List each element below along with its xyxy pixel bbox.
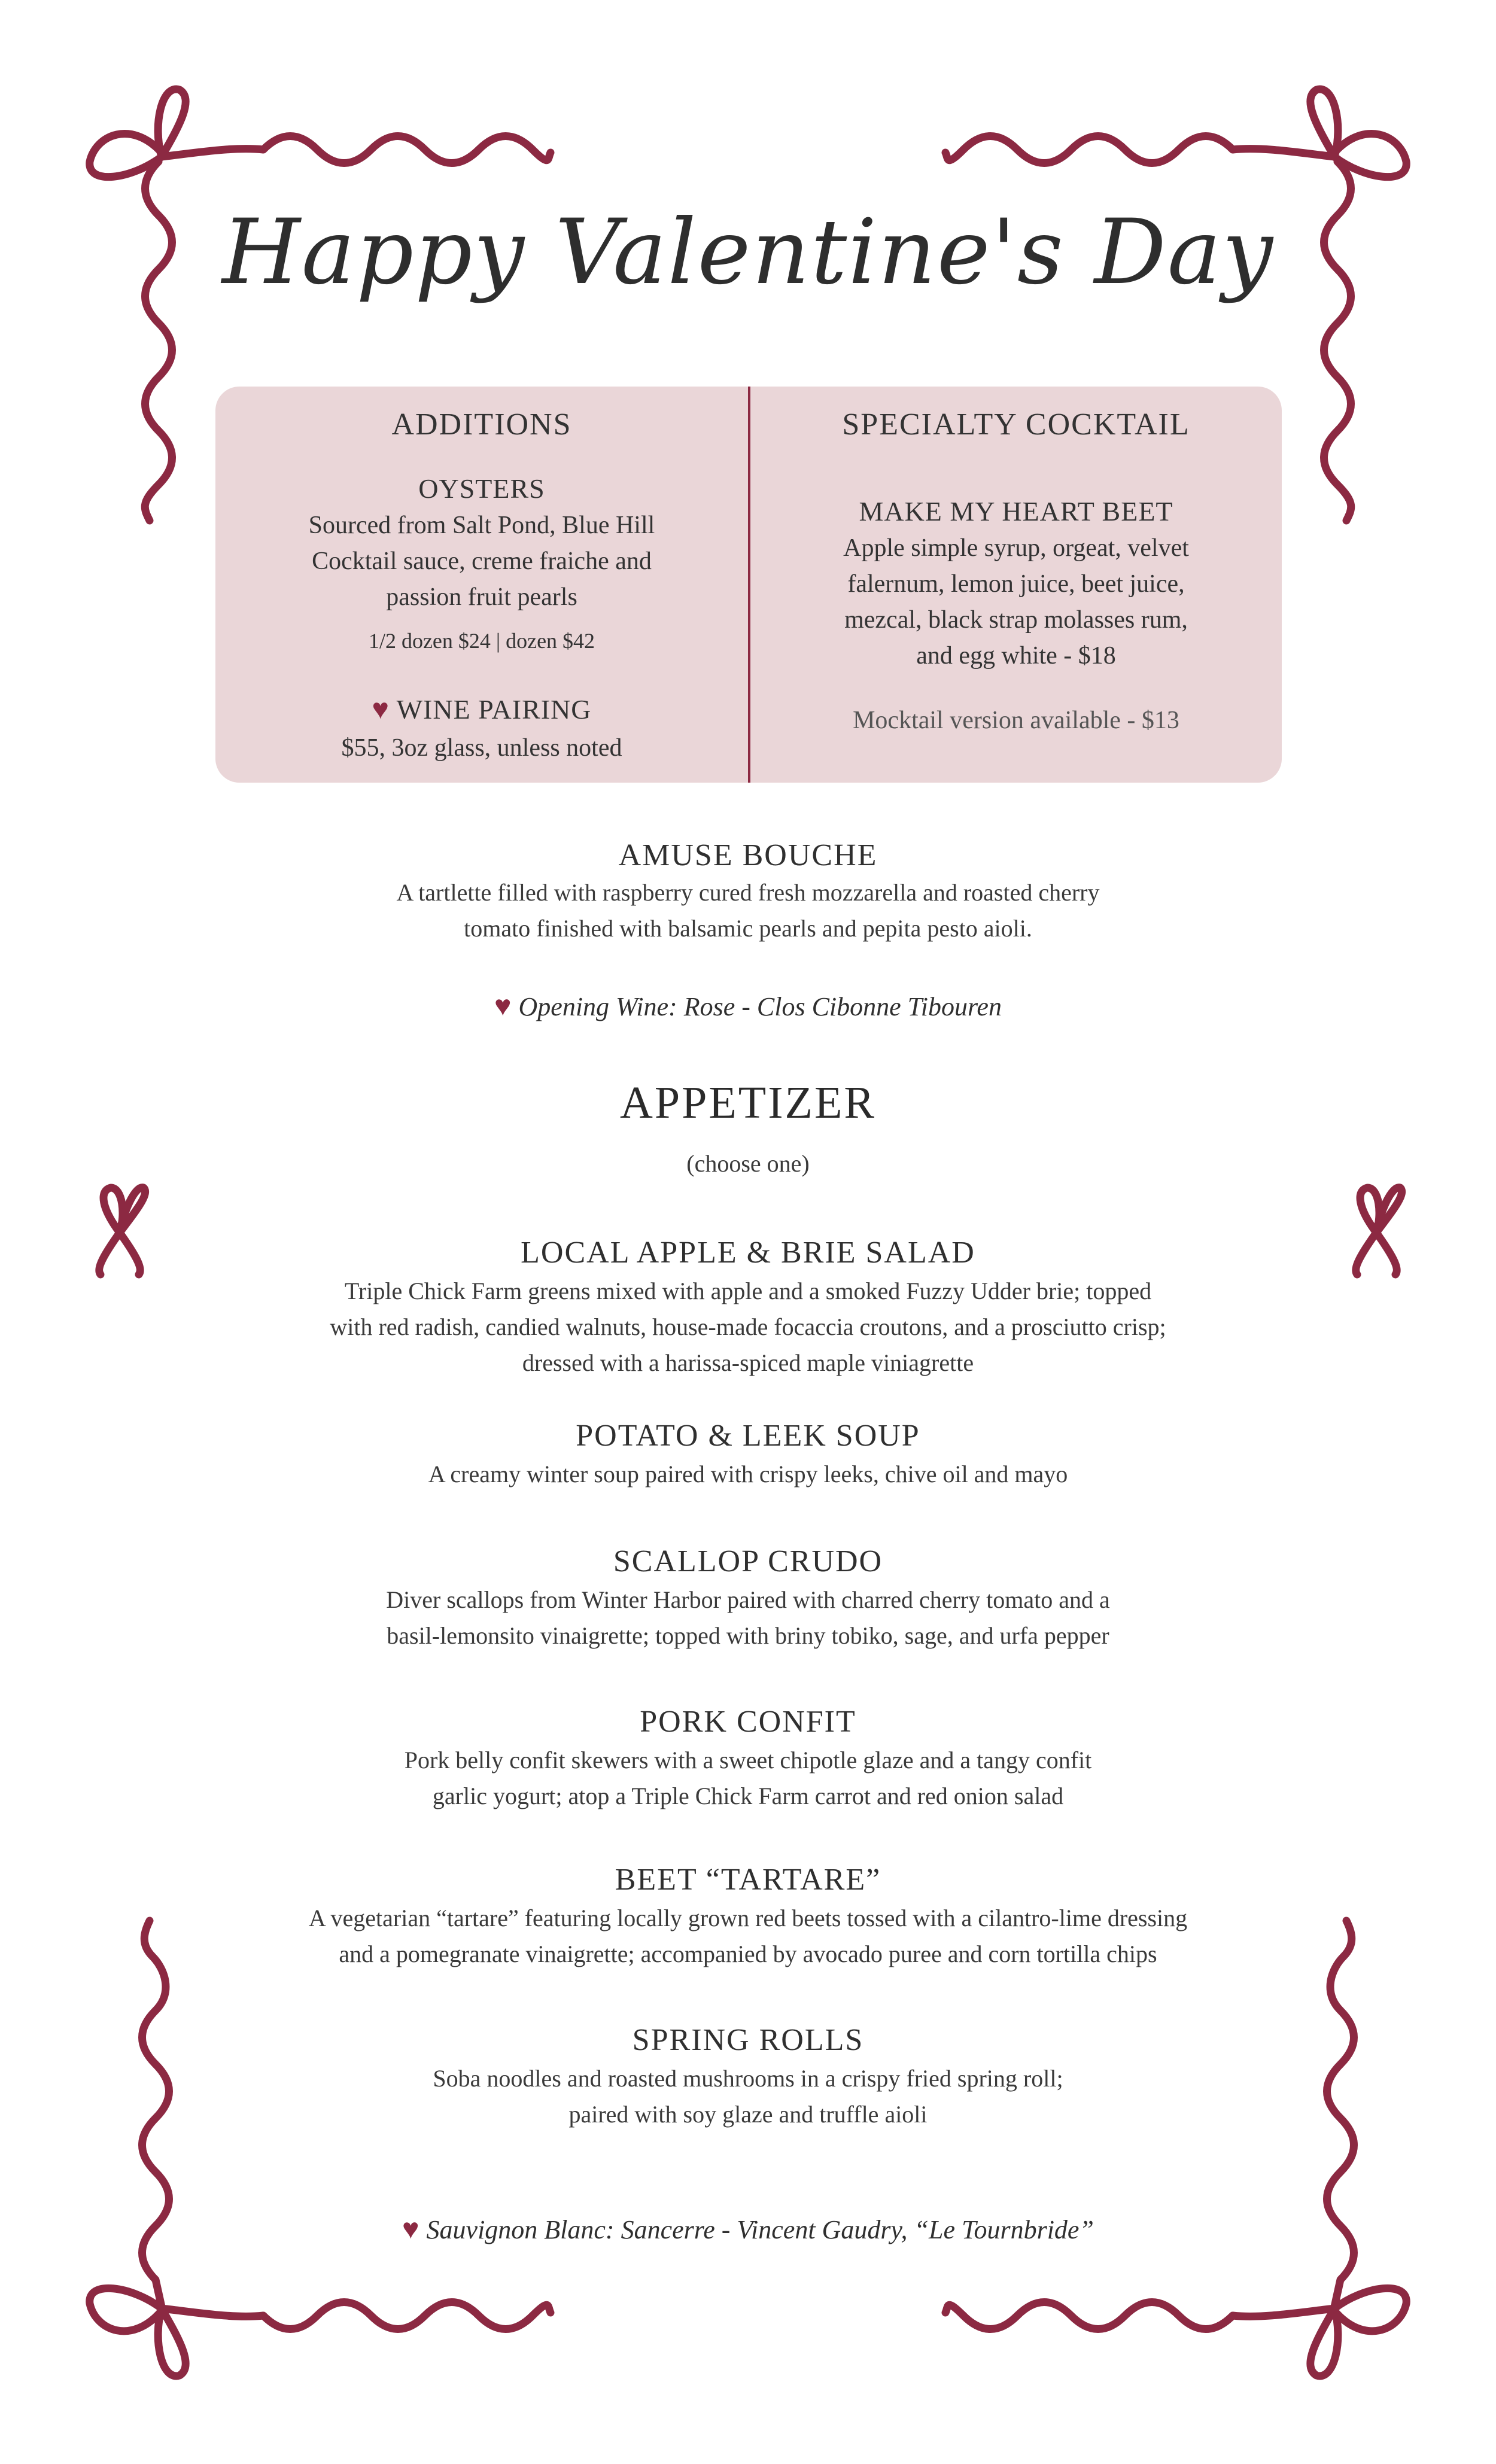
cocktail-heading: SPECIALTY COCKTAIL bbox=[842, 407, 1190, 442]
amuse-line: A tartlette filled with raspberry cured fresh mozzarella and roasted cherry bbox=[396, 879, 1100, 906]
ribbon-wave bbox=[945, 2302, 1233, 2329]
menu-item-description bbox=[0, 1456, 1496, 1492]
oysters-title: OYSTERS bbox=[418, 473, 545, 504]
description-line: Diver scallops from Winter Harbor paired with charred cherry tomato and a bbox=[386, 1586, 1110, 1613]
description-line: Soba noodles and roasted mushrooms in a crispy fried spring roll; bbox=[433, 2065, 1063, 2092]
ribbon-wave bbox=[263, 136, 551, 163]
wine-pairing-title: WINE PAIRING bbox=[396, 694, 592, 725]
mocktail-note: Mocktail version available - $13 bbox=[853, 707, 1179, 734]
appetizer-subheading: (choose one) bbox=[686, 1150, 810, 1177]
description-line: Pork belly confit skewers with a sweet chipotle glaze and a tangy confit bbox=[404, 1747, 1092, 1774]
oysters-line: Cocktail sauce, creme fraiche and bbox=[312, 547, 652, 575]
description-line: paired with soy glaze and truffle aioli bbox=[568, 2101, 928, 2128]
cocktail-line: Apple simple syrup, orgeat, velvet bbox=[843, 534, 1189, 562]
bow-icon bbox=[90, 2288, 263, 2376]
description-line: basil-lemonsito vinaigrette; topped with briny tobiko, sage, and urfa pepper bbox=[387, 1622, 1109, 1649]
amuse-heading: AMUSE BOUCHE bbox=[618, 838, 878, 872]
wine-pairing-heading bbox=[215, 693, 748, 726]
cocktail-line: mezcal, black strap molasses rum, bbox=[844, 606, 1188, 634]
amuse-description bbox=[0, 875, 1496, 947]
description-line: A creamy winter soup paired with crispy leeks, chive oil and mayo bbox=[428, 1461, 1068, 1487]
cocktail-name: MAKE MY HEART BEET bbox=[859, 496, 1173, 527]
cocktail-line: falernum, lemon juice, beet juice, bbox=[847, 570, 1185, 598]
description-line: dressed with a harissa-spiced maple viniagrette bbox=[522, 1349, 974, 1376]
oysters-line: Sourced from Salt Pond, Blue Hill bbox=[308, 512, 655, 539]
menu-item-description bbox=[0, 1582, 1496, 1654]
menu-item-name: SPRING ROLLS bbox=[632, 2023, 864, 2057]
appetizer-wine-text: Sauvignon Blanc: Sancerre - Vincent Gaudry, “Le Tournbride” bbox=[426, 2215, 1094, 2244]
wine-pairing-text: $55, 3oz glass, unless noted bbox=[341, 734, 622, 762]
oysters-description bbox=[215, 507, 748, 615]
menu-item-description bbox=[0, 2061, 1496, 2133]
menu-item-name: PORK CONFIT bbox=[640, 1705, 856, 1739]
menu-item-name: POTATO & LEEK SOUP bbox=[576, 1419, 920, 1453]
additions-heading: ADDITIONS bbox=[391, 407, 572, 442]
description-line: with red radish, candied walnuts, house-made focaccia croutons, and a prosciutto crisp; bbox=[330, 1313, 1166, 1340]
menu-item-description bbox=[0, 1900, 1496, 1972]
description-line: Triple Chick Farm greens mixed with apple and a smoked Fuzzy Udder brie; topped bbox=[344, 1277, 1152, 1304]
description-line: A vegetarian “tartare” featuring locally grown red beets tossed with a cilantro-lime dressing bbox=[308, 1905, 1188, 1931]
ribbon-wave bbox=[263, 2302, 551, 2329]
cocktail-line: and egg white - $18 bbox=[916, 642, 1116, 670]
oysters-line: passion fruit pearls bbox=[386, 583, 577, 611]
oysters-price: 1/2 dozen $24 | dozen $42 bbox=[368, 629, 595, 653]
menu-item-description bbox=[0, 1273, 1496, 1381]
menu-item-name: LOCAL APPLE & BRIE SALAD bbox=[521, 1236, 975, 1270]
bow-icon bbox=[90, 89, 263, 177]
description-line: and a pomegranate vinaigrette; accompanied by avocado puree and corn tortilla chips bbox=[339, 1940, 1157, 1967]
opening-wine bbox=[0, 990, 1496, 1023]
bow-icon bbox=[1233, 2288, 1406, 2376]
cocktail-description bbox=[750, 530, 1282, 674]
amuse-line: tomato finished with balsamic pearls and pepita pesto aioli. bbox=[464, 915, 1032, 942]
heart-icon: ♥ bbox=[494, 990, 512, 1022]
menu-item-description bbox=[0, 1742, 1496, 1814]
appetizer-wine bbox=[0, 2213, 1496, 2246]
description-line: garlic yogurt; atop a Triple Chick Farm carrot and red onion salad bbox=[432, 1782, 1064, 1809]
appetizer-heading: APPETIZER bbox=[619, 1078, 877, 1128]
heart-icon: ♥ bbox=[402, 2213, 419, 2245]
heart-icon: ♥ bbox=[372, 693, 390, 725]
menu-item-name: BEET “TARTARE” bbox=[615, 1863, 881, 1897]
bow-icon bbox=[1233, 89, 1406, 177]
menu-item-name: SCALLOP CRUDO bbox=[613, 1544, 883, 1578]
ribbon-wave bbox=[945, 136, 1233, 163]
opening-wine-text: Opening Wine: Rose - Clos Cibonne Tibouren bbox=[518, 992, 1002, 1021]
page-title: Happy Valentine's Day bbox=[222, 200, 1274, 305]
